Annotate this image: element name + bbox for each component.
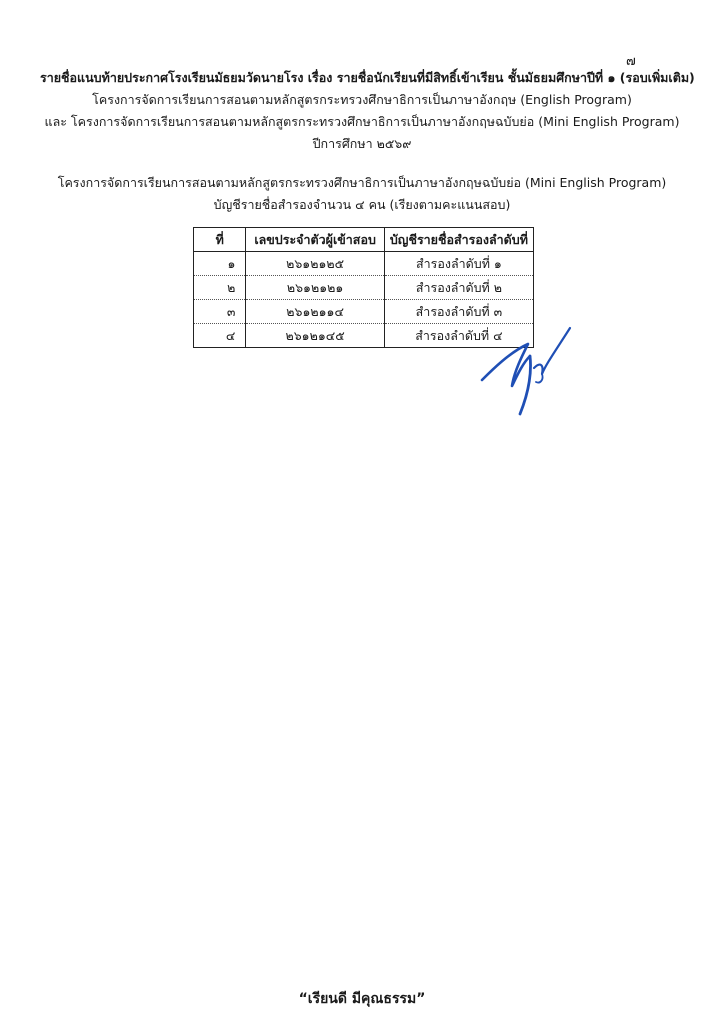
cell-exam-id: ๒๖๑๒๑๑๔ [246,300,384,324]
cell-no: ๑ [194,252,246,276]
section-heading [40,172,684,216]
table-row [194,276,534,300]
header-title-line: รายชื่อแนบท้ายประกาศโรงเรียนมัธยมวัดนายโรง เรื่อง รายชื่อนักเรียนที่มีสิทธิ์เข้าเรียน ชั้นมัธยมศึกษาปีที่ ๑ (รอบเพิ่มเติม) [40,70,695,85]
column-header-exam-id: เลขประจำตัวผู้เข้าสอบ [246,228,384,252]
cell-reserve-rank: สำรองลำดับที่ ๒ [384,276,533,300]
cell-exam-id: ๒๖๑๒๑๒๑ [246,276,384,300]
column-header-no: ที่ [194,228,246,252]
cell-no: ๓ [194,300,246,324]
header-mini-program-line: และ โครงการจัดการเรียนการสอนตามหลักสูตรกระทรวงศึกษาธิการเป็นภาษาอังกฤษฉบับย่อ (Mini English Program) [44,114,680,129]
cell-exam-id: ๒๖๑๒๑๔๕ [246,324,384,348]
section-reserve-count: บัญชีรายชื่อสำรองจำนวน ๔ คน (เรียงตามคะแนนสอบ) [213,197,511,212]
table-row [194,252,534,276]
document-header [40,67,695,155]
cell-reserve-rank: สำรองลำดับที่ ๓ [384,300,533,324]
page-number: ๗ [626,54,636,69]
section-program-line: โครงการจัดการเรียนการสอนตามหลักสูตรกระทรวงศึกษาธิการเป็นภาษาอังกฤษฉบับย่อ (Mini English Program) [57,175,667,190]
cell-no: ๒ [194,276,246,300]
table-row [194,300,534,324]
table-header-row [194,228,534,252]
cell-reserve-rank: สำรองลำดับที่ ๑ [384,252,533,276]
header-academic-year: ปีการศึกษา ๒๕๖๙ [312,136,412,151]
signature-mark [470,322,590,422]
cell-exam-id: ๒๖๑๒๑๒๕ [246,252,384,276]
column-header-reserve-rank: บัญชีรายชื่อสำรองลำดับที่ [384,228,533,252]
school-motto: “เรียนดี มีคุณธรรม” [298,991,426,1007]
cell-no: ๔ [194,324,246,348]
header-program-line: โครงการจัดการเรียนการสอนตามหลักสูตรกระทรวงศึกษาธิการเป็นภาษาอังกฤษ (English Program) [92,92,632,107]
cell-reserve-rank: สำรองลำดับที่ ๔ [384,324,533,348]
